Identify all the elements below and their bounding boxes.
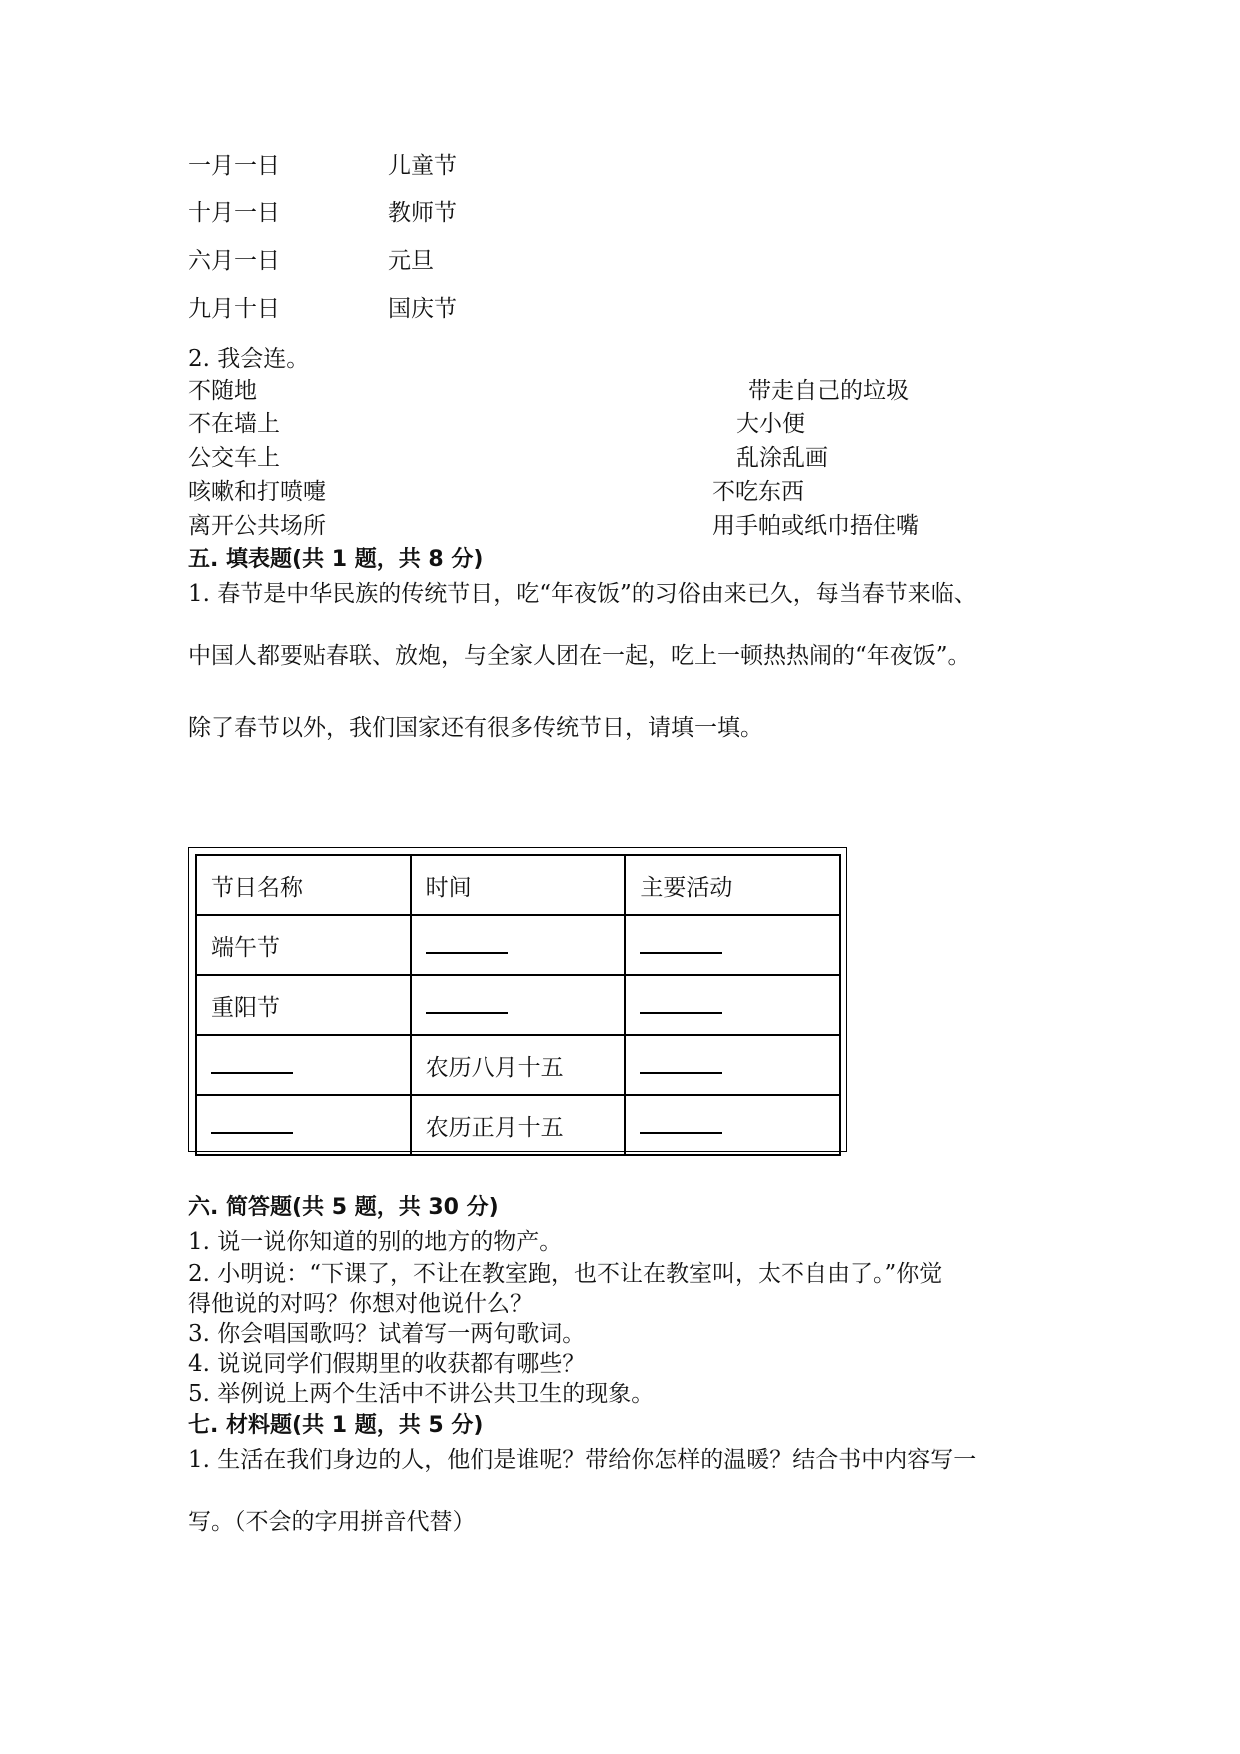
festival-table <box>195 854 841 1156</box>
answer-blank[interactable] <box>640 1050 722 1074</box>
section6-heading: 六. 简答题(共 5 题，共 30 分) <box>188 1195 499 1220</box>
section6-line-2: 2. 小明说：“下课了，不让在教室跑，也不让在教室叫，太不自由了。”你觉 <box>188 1261 943 1287</box>
match2-right-3: 乱涂乱画 <box>736 445 828 471</box>
table-header-row <box>196 855 840 915</box>
match1-right-3: 元旦 <box>388 248 434 274</box>
table-cell[interactable] <box>625 1095 840 1155</box>
answer-blank[interactable] <box>426 990 508 1014</box>
table-row <box>196 915 840 975</box>
table-cell[interactable] <box>625 975 840 1035</box>
section5-q1-line-2: 中国人都要贴春联、放炮，与全家人团在一起，吃上一顿热热闹的“年夜饭”。 <box>188 643 971 669</box>
section7-line-2: 写。（不会的字用拼音代替） <box>188 1509 476 1535</box>
table-header-cell: 节日名称 <box>196 855 411 915</box>
match2-left-3: 公交车上 <box>188 445 280 471</box>
table-cell: 重阳节 <box>196 975 411 1035</box>
answer-blank[interactable] <box>640 1110 722 1134</box>
section6-line-6: 5. 举例说上两个生活中不讲公共卫生的现象。 <box>188 1381 655 1407</box>
table-cell[interactable] <box>196 1035 411 1095</box>
table-header-cell: 时间 <box>411 855 626 915</box>
match2-right-2: 大小便 <box>736 411 805 437</box>
table-row <box>196 1035 840 1095</box>
match2-left-1: 不随地 <box>188 378 257 404</box>
section7-line-1: 1. 生活在我们身边的人，他们是谁呢？带给你怎样的温暖？结合书中内容写一 <box>188 1447 977 1473</box>
table-row <box>196 1095 840 1155</box>
match1-left-1: 一月一日 <box>188 153 280 179</box>
table-cell[interactable] <box>625 915 840 975</box>
match2-left-4: 咳嗽和打喷嚏 <box>188 479 326 505</box>
answer-blank[interactable] <box>211 1110 293 1134</box>
answer-blank[interactable] <box>640 990 722 1014</box>
table-cell[interactable] <box>411 975 626 1035</box>
section6-line-4: 3. 你会唱国歌吗？试着写一两句歌词。 <box>188 1321 586 1347</box>
table-cell[interactable] <box>411 915 626 975</box>
section6-line-5: 4. 说说同学们假期里的收获都有哪些？ <box>188 1351 586 1377</box>
table-row <box>196 975 840 1035</box>
table-cell: 农历八月十五 <box>411 1035 626 1095</box>
answer-blank[interactable] <box>211 1050 293 1074</box>
answer-blank[interactable] <box>640 930 722 954</box>
match1-left-3: 六月一日 <box>188 248 280 274</box>
match2-right-4: 不吃东西 <box>712 479 804 505</box>
section7-heading: 七. 材料题(共 1 题，共 5 分) <box>188 1413 484 1438</box>
match1-left-2: 十月一日 <box>188 200 280 226</box>
match2-left-2: 不在墙上 <box>188 411 280 437</box>
match1-right-2: 教师节 <box>388 200 457 226</box>
table-cell: 农历正月十五 <box>411 1095 626 1155</box>
match2-left-5: 离开公共场所 <box>188 513 326 539</box>
match2-right-5: 用手帕或纸巾捂住嘴 <box>712 513 919 539</box>
section6-line-1: 1. 说一说你知道的别的地方的物产。 <box>188 1229 563 1255</box>
answer-blank[interactable] <box>426 930 508 954</box>
table-cell[interactable] <box>625 1035 840 1095</box>
match2-prompt: 2. 我会连。 <box>188 346 310 372</box>
match1-left-4: 九月十日 <box>188 296 280 322</box>
section5-heading: 五. 填表题(共 1 题，共 8 分) <box>188 547 484 572</box>
table-header-cell: 主要活动 <box>625 855 840 915</box>
match2-right-1: 带走自己的垃圾 <box>748 378 909 404</box>
section6-line-3: 得他说的对吗？你想对他说什么？ <box>188 1291 533 1317</box>
section5-q1-line-3: 除了春节以外，我们国家还有很多传统节日，请填一填。 <box>188 715 763 741</box>
section5-q1-line-1: 1. 春节是中华民族的传统节日，吃“年夜饭”的习俗由来已久，每当春节来临、 <box>188 581 977 607</box>
match1-right-1: 儿童节 <box>388 153 457 179</box>
match1-right-4: 国庆节 <box>388 296 457 322</box>
table-cell[interactable] <box>196 1095 411 1155</box>
table-cell: 端午节 <box>196 915 411 975</box>
